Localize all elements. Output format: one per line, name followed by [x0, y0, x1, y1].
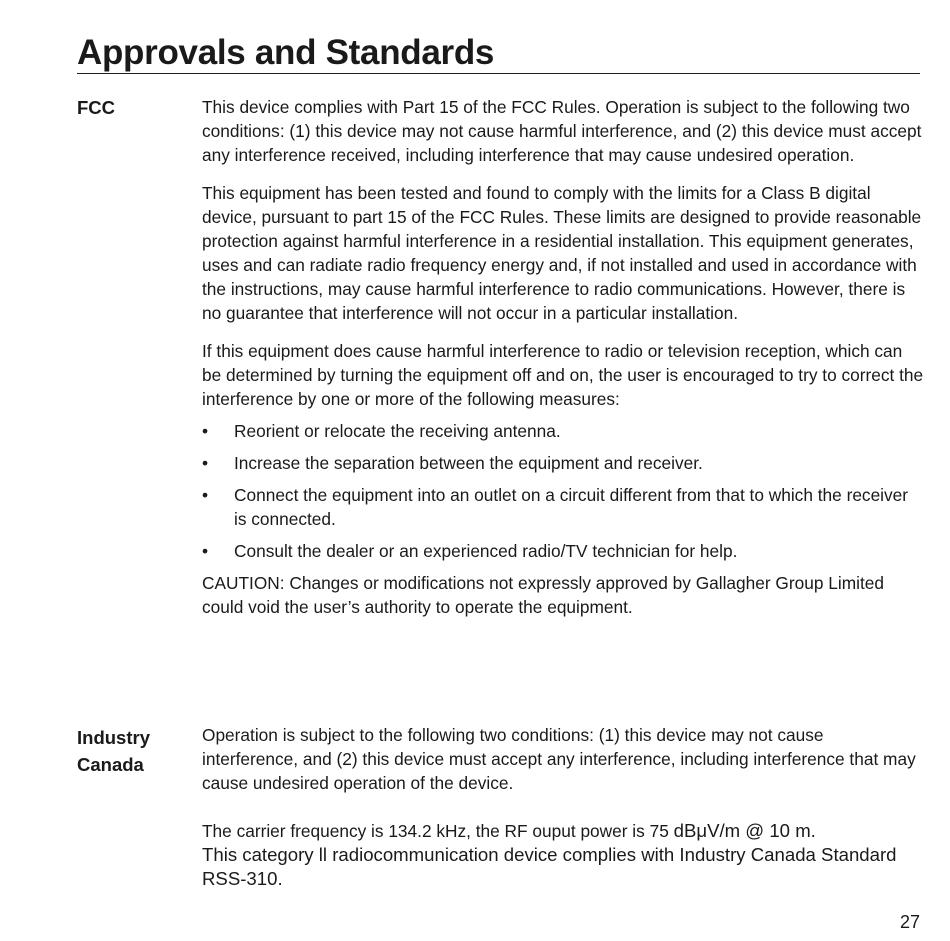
- fcc-paragraph-3: If this equipment does cause harmful interference to radio or television reception, which can be determined by turning the equipment off and on, the user is encouraged to try to correct the interference by one or more of the following measures:: [202, 341, 924, 409]
- industry-canada-section-body: [202, 723, 924, 891]
- fcc-paragraph-2: This equipment has been tested and found to comply with the limits for a Class B digital device, pursuant to part 15 of the FCC Rules. These limits are designed to provide reasonable protection against harmful interference in a residential installation. This equipment generates, uses and can radiate radio frequency energy and, if not installed and used in accordance with the instructions, may cause harmful interference to radio communications. However, there is no guarantee that interference will not occur in a particular installation.: [202, 183, 922, 323]
- industry-canada-section-label: [77, 724, 150, 778]
- fcc-section-body: [202, 95, 924, 619]
- category-compliance-text: This category ll radiocommunication device complies with Industry Canada Standard RSS-310.: [202, 844, 897, 889]
- list-item-text: Connect the equipment into an outlet on a circuit different from that to which the receiver is connected.: [234, 485, 909, 529]
- industry-canada-carrier-paragraph: [202, 819, 924, 891]
- fcc-paragraph-1: This device complies with Part 15 of the FCC Rules. Operation is subject to the following two conditions: (1) this device may not cause harmful interference, and (2) this device must accept any interference received, including interference that may cause undesired operation.: [202, 97, 922, 165]
- industry-canada-label-line2: Canada: [77, 754, 144, 775]
- title-divider: [77, 73, 920, 74]
- bullet-icon: •: [202, 421, 209, 441]
- list-item-text: Increase the separation between the equipment and receiver.: [234, 453, 703, 473]
- list-item: [202, 539, 924, 563]
- industry-canada-label-line1: Industry: [77, 727, 150, 748]
- bullet-icon: •: [202, 453, 209, 473]
- list-item: [202, 419, 924, 443]
- fcc-measures-list: [202, 419, 924, 563]
- fcc-section-label: FCC: [77, 97, 116, 118]
- page-title: Approvals and Standards: [77, 33, 495, 72]
- bullet-icon: •: [202, 541, 209, 561]
- carrier-power-value: dBμV/m @ 10 m.: [673, 820, 816, 841]
- fcc-caution: CAUTION: Changes or modifications not expressly approved by Gallagher Group Limited could void the user’s authority to operate the equipment.: [202, 573, 884, 617]
- carrier-frequency-text: The carrier frequency is 134.2 kHz, the RF ouput power is 75: [202, 821, 674, 841]
- industry-canada-paragraph-1: Operation is subject to the following two conditions: (1) this device may not cause interference, and (2) this device must accept any interference, including interference that may cause undesired operation of the device.: [202, 725, 916, 793]
- bullet-icon: •: [202, 485, 209, 505]
- list-item: [202, 451, 924, 475]
- page-number: 27: [899, 912, 920, 932]
- list-item-text: Reorient or relocate the receiving antenna.: [234, 421, 561, 441]
- list-item-text: Consult the dealer or an experienced radio/TV technician for help.: [234, 541, 738, 561]
- list-item: [202, 483, 924, 531]
